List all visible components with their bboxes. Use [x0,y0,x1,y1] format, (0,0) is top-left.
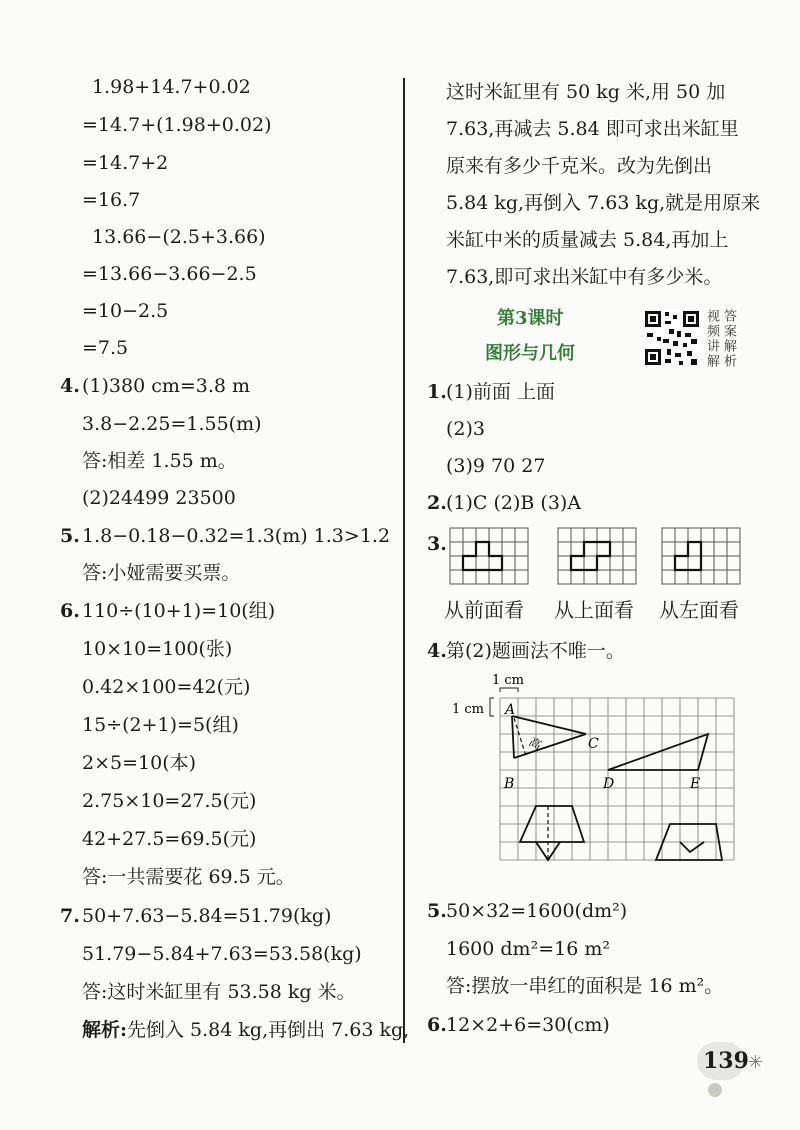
calc-line: =14.7+2 [82,152,169,174]
answer-line: 50×32=1600(dm²) [446,900,628,922]
unit-label-left: 1 cm [452,702,485,717]
view-label-top: 从上面看 [554,598,634,622]
answer-line: 答:这时米缸里有 53.58 kg 米。 [82,981,356,1003]
analysis-line: 7.63,再减去 5.84 即可求出米缸里 [446,118,739,140]
calc-line: =16.7 [82,189,141,211]
trapezoid-left [520,806,584,860]
question-number: 7. [60,905,80,927]
answer-line: 2.75×10=27.5(元) [82,790,257,812]
analysis-line: 5.84 kg,再倒入 7.63 kg,就是用原来 [446,192,761,214]
calc-line: 13.66−(2.5+3.66) [92,226,266,248]
question-number: 4. [60,375,80,397]
geometry-grid-figure [448,670,748,885]
view-label-front: 从前面看 [444,598,524,622]
question-number: 4. [427,640,447,662]
qr-label-answer: 答案解析 [721,309,736,369]
answer-line: 15÷(2+1)=5(组) [82,714,239,736]
analysis-line: 原来有多少千克米。改为先倒出 [446,155,713,177]
point-label-b: B [504,776,515,792]
answer-line: 3.8−2.25=1.55(m) [82,413,262,435]
analysis-line: 米缸中米的质量减去 5.84,再加上 [446,229,729,251]
decorative-dot [708,1083,722,1097]
height-label: 高 [526,734,544,753]
answer-line: (2)3 [446,418,486,440]
calc-line: =7.5 [82,337,129,359]
analysis-line: 这时米缸里有 50 kg 米,用 50 加 [446,81,726,103]
analysis-text: 先倒入 5.84 kg,再倒出 7.63 kg, [127,1019,410,1041]
point-label-c: C [588,736,599,752]
answer-line: 42+27.5=69.5(元) [82,828,257,850]
topic-title: 图形与几何 [485,343,575,364]
question-number: 1. [427,381,447,403]
answer-line: 2×5=10(本) [82,752,197,774]
answer-line: (1)380 cm=3.8 m [82,375,251,397]
point-label-a: A [505,702,516,718]
front-view-grid [450,528,528,584]
analysis-line [82,1018,409,1042]
answer-line: 1600 dm²=16 m² [446,938,610,960]
page-number: 139 [703,1048,749,1074]
height-dashed-line [514,718,526,756]
answer-line: 第(2)题画法不唯一。 [446,640,625,662]
question-number: 5. [427,900,447,922]
point-label-d: D [603,776,615,792]
analysis-line: 7.63,即可求出米缸中有多少米。 [446,266,723,288]
analysis-label: 解析: [82,1019,128,1041]
left-view-grid [662,528,740,584]
answer-line: (1)前面 上面 [446,381,555,403]
answer-line: 51.79−5.84+7.63=53.58(kg) [82,943,362,965]
answer-line: 50+7.63−5.84=51.79(kg) [82,905,332,927]
answer-line: 110÷(10+1)=10(组) [82,600,276,622]
answer-line: (3)9 70 27 [446,455,546,477]
calc-line: =13.66−3.66−2.5 [82,263,257,285]
view-label-left: 从左面看 [659,598,739,622]
qr-code[interactable] [643,309,701,367]
qr-label-video: 视频讲解 [704,309,719,369]
calc-line: =10−2.5 [82,300,169,322]
answer-line: 10×10=100(张) [82,638,233,660]
answer-line: 答:一共需要花 69.5 元。 [82,866,295,888]
question-number: 6. [427,1014,447,1036]
answer-line: (1)C (2)B (3)A [446,492,582,514]
answer-line: 1.8−0.18−0.32=1.3(m) 1.3>1.2 [82,525,391,547]
question-number: 6. [60,600,80,622]
point-label-e: E [690,776,701,792]
answer-line: 12×2+6=30(cm) [446,1014,610,1036]
star-icon: ✳ [748,1052,764,1073]
answer-line: 答:相差 1.55 m。 [82,450,237,472]
unit-label-top: 1 cm [492,673,525,688]
three-views-figure [448,526,748,588]
calc-line: =14.7+(1.98+0.02) [82,114,272,136]
top-view-grid [558,528,636,584]
question-number: 5. [60,525,80,547]
qr-code-icon [643,309,701,367]
calc-line: 1.98+14.7+0.02 [92,76,251,98]
question-number: 2. [427,492,447,514]
column-divider [403,78,405,1043]
answer-line: 答:摆放一串红的面积是 16 m²。 [446,975,724,997]
answer-line: 答:小娅需要买票。 [82,562,241,584]
answer-line: 0.42×100=42(元) [82,676,251,698]
answer-line: (2)24499 23500 [82,487,236,509]
question-number: 3. [427,533,447,555]
lesson-title: 第3课时 [497,308,564,329]
